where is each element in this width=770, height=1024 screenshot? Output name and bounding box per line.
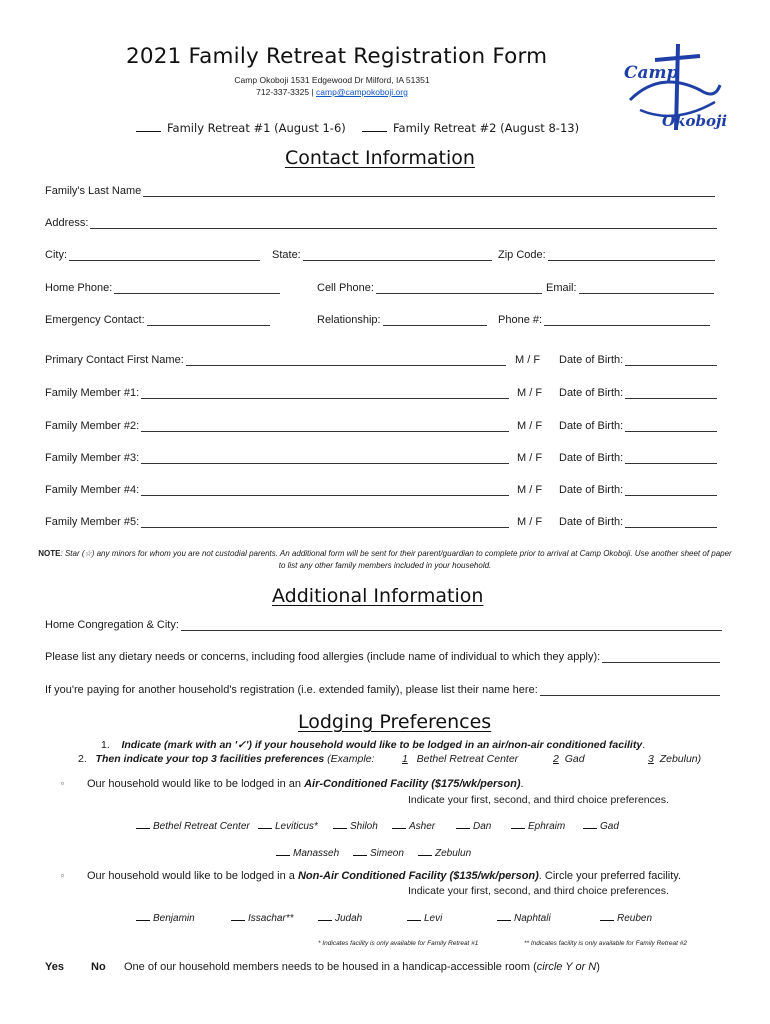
rank-blank[interactable] [600, 912, 614, 921]
facility-name: Asher [409, 821, 436, 832]
facility-option[interactable] [511, 820, 565, 832]
facility-option[interactable] [333, 820, 378, 832]
state-field[interactable] [272, 249, 492, 261]
dob-line[interactable] [625, 356, 717, 366]
home-phone-field[interactable] [45, 282, 280, 294]
paying-field[interactable] [45, 684, 720, 696]
address-line[interactable] [90, 219, 717, 229]
note-text: : Star (☆) any minors for whom you are not custodial parents. An additional form will be sent for their parent/guardian to complete prior to arrival at Camp Okoboji. Use another sheet of paper to list any other family members included in your household. [60, 549, 732, 570]
member-row-5[interactable] [45, 516, 509, 528]
rank-blank[interactable] [583, 820, 597, 829]
lodging-instruction-1 [101, 739, 645, 751]
no-option[interactable]: No [91, 961, 106, 973]
facility-option[interactable] [136, 820, 250, 832]
phone-number-field[interactable] [498, 314, 710, 326]
state-label: State: [272, 249, 301, 261]
camp-phone: 712-337-3325 | [256, 87, 314, 97]
dob-line[interactable] [625, 518, 717, 528]
retreat-2-option[interactable] [362, 121, 579, 135]
rank-blank[interactable] [353, 847, 367, 856]
relationship-field[interactable] [317, 314, 487, 326]
dob-label: Date of Birth: [559, 484, 624, 496]
emergency-contact-label: Emergency Contact: [45, 314, 145, 326]
rank-blank[interactable] [407, 912, 421, 921]
retreat-2-blank[interactable] [362, 122, 387, 132]
non-ac-choice-instruction: Indicate your first, second, and third choice preferences. [408, 885, 669, 897]
facility-option[interactable] [456, 820, 491, 832]
yes-option[interactable]: Yes [45, 961, 64, 973]
last-name-field[interactable] [45, 185, 715, 197]
facility-option[interactable] [392, 820, 435, 832]
rank-blank[interactable] [418, 847, 432, 856]
additional-heading: Additional Information [272, 585, 484, 607]
dob-field[interactable] [559, 387, 717, 399]
ac-post: . [520, 778, 524, 790]
congregation-field[interactable] [45, 619, 722, 631]
member-row-2[interactable] [45, 420, 509, 432]
state-line[interactable] [303, 251, 492, 261]
rank-blank[interactable] [511, 820, 525, 829]
member-name-line[interactable] [186, 356, 506, 366]
footnote-retreat-2: ** Indicates facility is only available for Family Retreat #2 [524, 940, 687, 947]
nac-post: . Circle your preferred facility. [538, 870, 682, 882]
instr2-text: Then indicate your top 3 facilities preferences [95, 753, 325, 765]
camp-okoboji-logo [620, 40, 730, 135]
rank-blank[interactable] [231, 912, 245, 921]
facility-option[interactable] [276, 847, 339, 859]
facility-name: Naphtali [514, 913, 551, 924]
rank-blank[interactable] [333, 820, 347, 829]
member-name-line[interactable] [141, 518, 509, 528]
facility-name: Benjamin [153, 913, 195, 924]
facility-name: Dan [473, 821, 492, 832]
dob-label: Date of Birth: [559, 516, 624, 528]
facility-name: Bethel Retreat Center [153, 821, 250, 832]
rank-blank[interactable] [318, 912, 332, 921]
member-row-3[interactable] [45, 452, 509, 464]
emergency-contact-field[interactable] [45, 314, 270, 326]
facility-name: Manasseh [293, 848, 340, 859]
minors-note [35, 548, 735, 572]
member-label: Family Member #1: [45, 387, 140, 399]
phone-number-line[interactable] [544, 316, 710, 326]
member-label: Primary Contact First Name: [45, 354, 184, 366]
address-label: Address: [45, 217, 89, 229]
example-choice-3 [648, 753, 701, 765]
camp-contact [212, 87, 452, 97]
example-rank-1: 1 [402, 753, 408, 765]
dob-label: Date of Birth: [559, 354, 624, 366]
lodging-heading: Lodging Preferences [298, 711, 492, 733]
facility-option[interactable] [497, 912, 551, 924]
member-row-primary[interactable] [45, 354, 506, 366]
zip-line[interactable] [548, 251, 715, 261]
dob-line[interactable] [625, 422, 717, 432]
access-pre: One of our household members needs to be housed in a handicap-accessible room ( [124, 961, 537, 973]
member-label: Family Member #5: [45, 516, 140, 528]
rank-blank[interactable] [392, 820, 406, 829]
dob-field[interactable] [559, 516, 717, 528]
dob-line[interactable] [625, 454, 717, 464]
facility-option[interactable] [600, 912, 652, 924]
nac-pre: Our household would like to be lodged in a [87, 870, 298, 882]
email-field[interactable] [546, 282, 714, 294]
access-post: ) [596, 961, 600, 973]
member-name-line[interactable] [141, 422, 509, 432]
ac-checkbox-icon[interactable]: ▫ [61, 779, 64, 788]
facility-option[interactable] [418, 847, 471, 859]
city-field[interactable] [45, 249, 260, 261]
lodging-instruction-2 [78, 753, 374, 765]
cell-phone-label: Cell Phone: [317, 282, 374, 294]
ac-option-text [87, 778, 524, 790]
home-phone-line[interactable] [114, 284, 280, 294]
dob-label: Date of Birth: [559, 387, 624, 399]
example-choice-1 [402, 753, 518, 765]
rank-blank[interactable] [136, 820, 150, 829]
member-label: Family Member #2: [45, 420, 140, 432]
facility-name: Shiloh [350, 821, 378, 832]
gender-select[interactable]: M / F [515, 354, 541, 366]
form-title: 2021 Family Retreat Registration Form [126, 44, 548, 69]
rank-blank[interactable] [497, 912, 511, 921]
rank-blank[interactable] [276, 847, 290, 856]
phone-number-label: Phone #: [498, 314, 543, 326]
accessibility-text [124, 961, 600, 973]
dob-field[interactable] [559, 420, 717, 432]
facility-option[interactable] [353, 847, 404, 859]
nac-bold: Non-Air Conditioned Facility ($135/wk/person) [297, 870, 539, 882]
emergency-contact-line[interactable] [147, 316, 270, 326]
ac-bold: Air-Conditioned Facility ($175/wk/person) [304, 778, 521, 790]
dob-field[interactable] [559, 484, 717, 496]
logo-text-okoboji: Okoboji [662, 112, 728, 130]
retreat-2-label: Family Retreat #2 (August 8-13) [393, 121, 580, 135]
example-rank-2: 2 [553, 753, 559, 765]
non-ac-option-text [87, 870, 681, 882]
congregation-line[interactable] [181, 621, 722, 631]
facility-name: Reuben [617, 913, 653, 924]
retreat-1-option[interactable] [136, 121, 346, 135]
gender-select[interactable]: M / F [517, 484, 543, 496]
gender-select[interactable]: M / F [517, 452, 543, 464]
city-line[interactable] [69, 251, 260, 261]
paying-line[interactable] [540, 686, 720, 696]
rank-blank[interactable] [258, 820, 272, 829]
gender-select[interactable]: M / F [517, 516, 543, 528]
member-row-1[interactable] [45, 387, 509, 399]
facility-option[interactable] [407, 912, 442, 924]
gender-select[interactable]: M / F [517, 420, 543, 432]
dietary-line[interactable] [602, 653, 720, 663]
member-row-4[interactable] [45, 484, 509, 496]
last-name-label: Family's Last Name [45, 185, 142, 197]
dob-line[interactable] [625, 389, 717, 399]
retreat-1-blank[interactable] [136, 122, 161, 132]
dietary-field[interactable] [45, 651, 720, 663]
non-ac-checkbox-icon[interactable]: ▫ [61, 871, 64, 880]
facility-name: Leviticus* [275, 821, 318, 832]
facility-name: Gad [600, 821, 619, 832]
dob-field[interactable] [559, 354, 717, 366]
facility-name: Issachar** [248, 913, 294, 924]
relationship-label: Relationship: [317, 314, 381, 326]
cell-phone-field[interactable] [317, 282, 542, 294]
facility-option[interactable] [136, 912, 195, 924]
facility-option[interactable] [231, 912, 294, 924]
last-name-line[interactable] [143, 187, 715, 197]
dob-label: Date of Birth: [559, 420, 624, 432]
facility-name: Judah [335, 913, 363, 924]
ac-pre: Our household would like to be lodged in an [87, 778, 305, 790]
footnote-retreat-1: * Indicates facility is only available for Family Retreat #1 [318, 940, 479, 947]
facility-option[interactable] [583, 820, 619, 832]
congregation-label: Home Congregation & City: [45, 619, 179, 631]
dietary-label: Please list any dietary needs or concerns, including food allergies (include name of individual to which they apply): [45, 651, 601, 663]
zip-label: Zip Code: [498, 249, 546, 261]
email-line[interactable] [579, 284, 714, 294]
instr1-number: 1. [101, 739, 110, 751]
facility-option[interactable] [258, 820, 318, 832]
member-label: Family Member #3: [45, 452, 140, 464]
home-phone-label: Home Phone: [45, 282, 113, 294]
instr1-end: . [642, 739, 646, 751]
contact-heading: Contact Information [285, 147, 475, 169]
example-rank-3: 3 [648, 753, 654, 765]
facility-name: Levi [424, 913, 443, 924]
dob-label: Date of Birth: [559, 452, 624, 464]
note-label: NOTE [38, 549, 61, 558]
instr1-text: Indicate (mark with an '✓') if your household would like to be lodged in an air/non-air conditioned facility [121, 739, 643, 751]
facility-name: Ephraim [528, 821, 566, 832]
instr2-number: 2. [78, 753, 87, 765]
city-label: City: [45, 249, 67, 261]
cell-phone-line[interactable] [376, 284, 542, 294]
rank-blank[interactable] [136, 912, 150, 921]
camp-email-link[interactable]: camp@campokoboji.org [316, 87, 408, 97]
facility-name: Zebulun [435, 848, 472, 859]
zip-field[interactable] [498, 249, 715, 261]
dob-line[interactable] [625, 486, 717, 496]
address-field[interactable] [45, 217, 717, 229]
example-name-2: Gad [564, 753, 585, 765]
member-name-line[interactable] [141, 486, 509, 496]
member-label: Family Member #4: [45, 484, 140, 496]
member-name-line[interactable] [141, 389, 509, 399]
facility-option[interactable] [318, 912, 362, 924]
example-name-1: Bethel Retreat Center [416, 753, 519, 765]
access-italic: circle Y or N [536, 961, 597, 973]
member-name-line[interactable] [141, 454, 509, 464]
instr2-example-label: (Example: [324, 753, 375, 765]
paying-label: If you're paying for another household's registration (i.e. extended family), please list their name here: [45, 684, 538, 696]
email-label: Email: [546, 282, 577, 294]
example-name-3: Zebulun) [659, 753, 702, 765]
gender-select[interactable]: M / F [517, 387, 543, 399]
facility-name: Simeon [370, 848, 404, 859]
relationship-line[interactable] [383, 316, 487, 326]
ac-choice-instruction: Indicate your first, second, and third choice preferences. [408, 794, 669, 806]
example-choice-2 [553, 753, 585, 765]
logo-text-camp: Camp [624, 63, 679, 83]
rank-blank[interactable] [456, 820, 470, 829]
dob-field[interactable] [559, 452, 717, 464]
camp-address: Camp Okoboji 1531 Edgewood Dr Milford, IA 51351 [234, 75, 430, 85]
retreat-1-label: Family Retreat #1 (August 1-6) [167, 121, 346, 135]
